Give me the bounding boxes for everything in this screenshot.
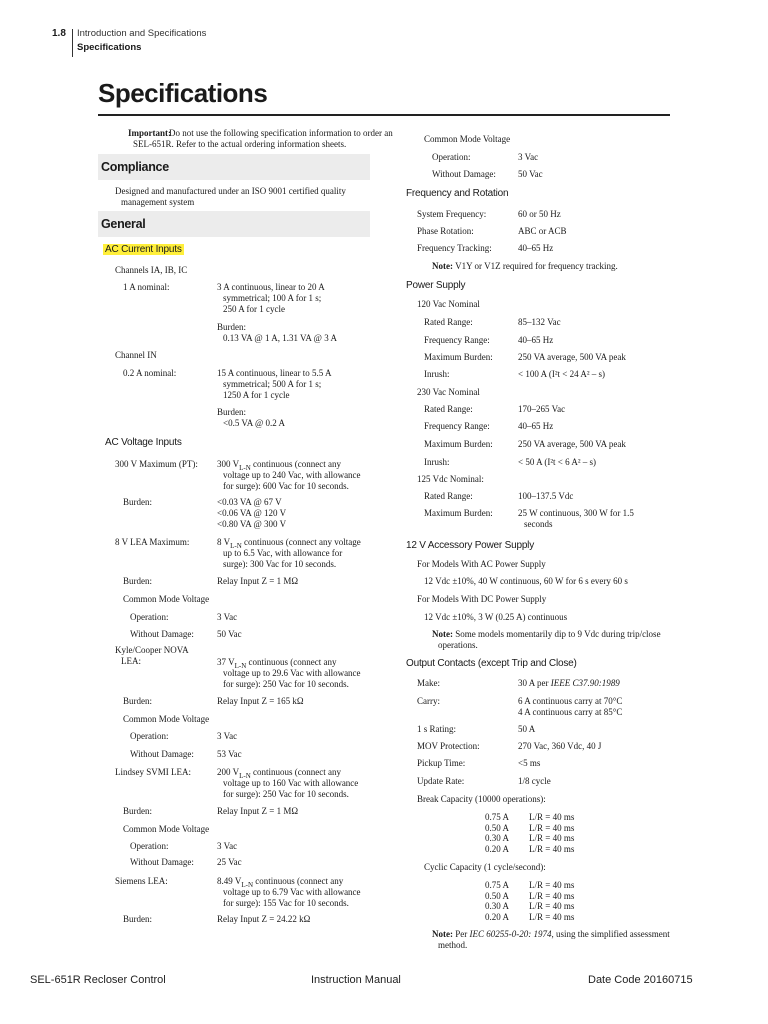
v8-cmv-label: Common Mode Voltage [123,594,210,604]
right-operation-label: Operation: [432,152,471,162]
carry-value-1: 6 A continuous carry at 70°C [518,696,623,706]
nominal02-burden-value: <0.5 VA @ 0.2 A [223,418,286,428]
siemens-burden-label: Burden: [123,914,152,924]
channel-in-label: Channel IN [115,350,157,360]
lindsey-label: Lindsey SVMI LEA: [115,767,191,777]
vdc125-rated-value: 100–137.5 Vdc [518,491,574,501]
frequency-tracking-value: 40–65 Hz [518,243,554,253]
carry-label: Carry: [417,696,440,706]
break-cell-a: 0.30 A [485,833,510,843]
phase-rotation-label: Phase Rotation: [417,226,474,236]
vac230-label: 230 Vac Nominal [417,387,480,397]
header-section: Introduction and Specifications [77,28,207,39]
cyclic-cell-lr: L/R = 40 ms [529,890,575,901]
accessory-note-1: Note: Some models momentarily dip to 9 Vdc during trip/close [432,629,661,639]
v8-line-2: up to 6.5 Vac, with allowance for [223,548,343,558]
lindsey-burden-label: Burden: [123,806,152,816]
vdc125-label: 125 Vdc Nominal: [417,474,484,484]
nominal1-burden-value: 0.13 VA @ 1 A, 1.31 VA @ 3 A [223,333,337,343]
vac120-rated-value: 85–132 Vac [518,317,561,327]
compliance-text-1: Designed and manufactured under an ISO 9001 certified quality [115,186,346,196]
v300-burden-1: <0.03 VA @ 67 V [217,497,282,507]
nominal1-line-1: 3 A continuous, linear to 20 A [217,282,325,292]
lindsey-operation-value: 3 Vac [217,841,238,851]
vac230-freq-label: Frequency Range: [424,421,490,431]
carry-value-2: 4 A continuous carry at 85°C [518,707,623,717]
header-divider [72,29,73,57]
output-contacts-heading: Output Contacts (except Trip and Close) [406,658,577,669]
compliance-text-2: management system [121,197,195,207]
break-cell-lr: L/R = 40 ms [529,833,575,843]
vac120-label: 120 Vac Nominal [417,299,480,309]
important-label: Important: [128,128,171,138]
mov-label: MOV Protection: [417,741,480,751]
break-capacity-heading: Break Capacity (10000 operations): [417,794,546,804]
cyclic-cell-lr: L/R = 40 ms [529,880,575,890]
lindsey-line-2: voltage up to 160 Vac with allowance [223,778,359,788]
nominal02-line-2: symmetrical; 500 A for 1 s; [223,379,322,389]
frequency-note: Note: V1Y or V1Z required for frequency tracking. [432,261,618,271]
important-text-2: SEL-651R. Refer to the actual ordering information sheets. [133,139,347,149]
v8-burden-label: Burden: [123,576,152,586]
kyle-label-1: Kyle/Cooper NOVA [115,645,189,655]
v8-without-damage-label: Without Damage: [130,629,194,639]
right-without-damage-label: Without Damage: [432,169,496,179]
v300-line-1: 300 $V_{L-N}$ continuous (connect any [217,459,341,472]
vac120-burden-value: 250 VA average, 500 VA peak [518,352,626,362]
cyclic-cell-lr: L/R = 40 ms [529,901,575,911]
v300-burden-2: <0.06 VA @ 120 V [217,508,287,518]
nominal1-label: 1 A nominal: [123,282,170,292]
vac230-burden-value: 250 VA average, 500 VA peak [518,439,626,449]
page-number: 1.8 [52,28,66,39]
cyclic-cell-a: 0.50 A [485,890,510,901]
right-without-damage-value: 50 Vac [518,169,543,179]
vdc125-rated-label: Rated Range: [424,491,473,501]
end-note-1: Note: Per IEC 60255-0-20: 1974, using the simplified assessment [432,929,670,939]
right-cmv-label: Common Mode Voltage [424,134,511,144]
v8-operation-label: Operation: [130,612,169,622]
vac120-rated-label: Rated Range: [424,317,473,327]
v8-line-3: surge): 300 Vac for 10 seconds. [223,559,337,569]
v300-line-2: voltage up to 240 Vac, with allowance [223,470,361,480]
lindsey-line-1: 200 $V_{L-N}$ continuous (connect any [217,767,341,780]
nominal1-line-3: 250 A for 1 cycle [223,304,285,314]
v8-line-1: 8 $V_{L-N}$ continuous (connect any voltage [217,537,361,550]
frequency-tracking-label: Frequency Tracking: [417,243,492,253]
kyle-operation-value: 3 Vac [217,731,238,741]
v8-burden-value: Relay Input Z = 1 MΩ [217,576,299,586]
v8-operation-value: 3 Vac [217,612,238,622]
update-value: 1/8 cycle [518,776,551,786]
update-label: Update Rate: [417,776,465,786]
vac230-burden-label: Maximum Burden: [424,439,493,449]
lindsey-burden-value: Relay Input Z = 1 MΩ [217,806,299,816]
kyle-operation-label: Operation: [130,731,169,741]
vac230-rated-label: Rated Range: [424,404,473,414]
pickup-label: Pickup Time: [417,758,466,768]
vdc125-burden-value-2: seconds [524,519,553,529]
compliance-heading: Compliance [101,160,169,174]
power-supply-heading: Power Supply [406,280,466,291]
make-label: Make: [417,678,440,688]
vdc125-burden-label: Maximum Burden: [424,508,493,518]
cyclic-cell-a: 0.30 A [485,901,510,911]
nominal1-line-2: symmetrical; 100 A for 1 s; [223,293,322,303]
frequency-heading: Frequency and Rotation [406,188,509,199]
kyle-line-2: voltage up to 29.6 Vac with allowance [223,668,361,678]
vac120-inrush-label: Inrush: [424,369,450,379]
nominal1-burden-label: Burden: [217,322,246,332]
footer-product: SEL-651R Recloser Control [30,974,166,986]
break-cell-a: 0.20 A [485,843,510,854]
break-cell-a: 0.75 A [485,812,510,822]
system-frequency-label: System Frequency: [417,209,487,219]
page-title: Specifications [98,78,268,108]
general-heading: General [101,217,146,231]
lindsey-line-3: for surge): 250 Vac for 10 seconds. [223,789,349,799]
kyle-cmv-label: Common Mode Voltage [123,714,210,724]
rating-label: 1 s Rating: [417,724,457,734]
v8-without-damage-value: 50 Vac [217,629,242,639]
important-text-1: Do not use the following specification information to order an [169,128,393,138]
siemens-line-3: for surge): 155 Vac for 10 seconds. [223,898,349,908]
accessory-ac-label: For Models With AC Power Supply [417,559,546,569]
kyle-without-damage-label: Without Damage: [130,749,194,759]
ac-voltage-heading: AC Voltage Inputs [105,437,182,448]
lindsey-operation-label: Operation: [130,841,169,851]
vac230-rated-value: 170–265 Vac [518,404,566,414]
break-cell-a: 0.50 A [485,822,510,833]
lindsey-without-damage-value: 25 Vac [217,857,242,867]
mov-value: 270 Vac, 360 Vdc, 40 J [518,741,602,751]
kyle-burden-label: Burden: [123,696,152,706]
accessory-power-heading: 12 V Accessory Power Supply [406,540,534,551]
title-rule [98,114,670,116]
vdc125-burden-value-1: 25 W continuous, 300 W for 1.5 [518,508,634,518]
vac230-freq-value: 40–65 Hz [518,421,554,431]
lindsey-without-damage-label: Without Damage: [130,857,194,867]
make-value: 30 A per IEEE C37.90:1989 [518,678,620,688]
vac230-inrush-label: Inrush: [424,457,450,467]
v300-burden-3: <0.80 VA @ 300 V [217,519,287,529]
siemens-line-1: 8.49 $V_{L-N}$ continuous (connect any [217,876,344,889]
lindsey-cmv-label: Common Mode Voltage [123,824,210,834]
break-cell-lr: L/R = 40 ms [529,843,575,854]
footer-manual: Instruction Manual [311,974,401,986]
break-cell-lr: L/R = 40 ms [529,822,575,833]
right-operation-value: 3 Vac [518,152,539,162]
v300-label: 300 V Maximum (PT): [115,459,198,469]
siemens-burden-value: Relay Input Z = 24.22 kΩ [217,914,311,924]
kyle-without-damage-value: 53 Vac [217,749,242,759]
header-subsection: Specifications [77,42,142,53]
cyclic-capacity-heading: Cyclic Capacity (1 cycle/second): [424,862,546,872]
pickup-value: <5 ms [518,758,541,768]
vac120-freq-value: 40–65 Hz [518,335,554,345]
footer-date-code: Date Code 20160715 [588,974,693,986]
accessory-dc-value: 12 Vdc ±10%, 3 W (0.25 A) continuous [424,612,568,622]
cyclic-cell-a: 0.20 A [485,911,510,922]
vac120-inrush-value: < 100 A (I²t < 24 A² – s) [518,369,606,379]
v8-label: 8 V LEA Maximum: [115,537,190,547]
phase-rotation-value: ABC or ACB [518,226,567,236]
accessory-ac-value: 12 Vdc ±10%, 40 W continuous, 60 W for 6 s every 60 s [424,576,628,586]
kyle-label-2: LEA: [121,656,141,666]
nominal02-line-3: 1250 A for 1 cycle [223,390,290,400]
cyclic-cell-lr: L/R = 40 ms [529,911,575,922]
ac-current-heading: AC Current Inputs [105,244,182,255]
nominal02-burden-label: Burden: [217,407,246,417]
vac120-burden-label: Maximum Burden: [424,352,493,362]
kyle-burden-value: Relay Input Z = 165 kΩ [217,696,304,706]
break-cell-lr: L/R = 40 ms [529,812,575,822]
siemens-line-2: voltage up to 6.79 Vac with allowance [223,887,361,897]
rating-value: 50 A [518,724,536,734]
nominal02-label: 0.2 A nominal: [123,368,177,378]
vac230-inrush-value: < 50 A (I²t < 6 A² – s) [518,457,597,467]
nominal02-line-1: 15 A continuous, linear to 5.5 A [217,368,332,378]
end-note-2: method. [438,940,468,950]
kyle-line-1: 37 $V_{L-N}$ continuous (connect any [217,657,337,670]
system-frequency-value: 60 or 50 Hz [518,209,561,219]
channels-label: Channels IA, IB, IC [115,265,188,275]
cyclic-cell-a: 0.75 A [485,880,510,890]
kyle-line-3: for surge): 250 Vac for 10 seconds. [223,679,349,689]
v300-burden-label: Burden: [123,497,152,507]
accessory-dc-label: For Models With DC Power Supply [417,594,547,604]
v300-line-3: for surge): 600 Vac for 10 seconds. [223,481,349,491]
accessory-note-2: operations. [438,640,478,650]
vac120-freq-label: Frequency Range: [424,335,490,345]
siemens-label: Siemens LEA: [115,876,168,886]
